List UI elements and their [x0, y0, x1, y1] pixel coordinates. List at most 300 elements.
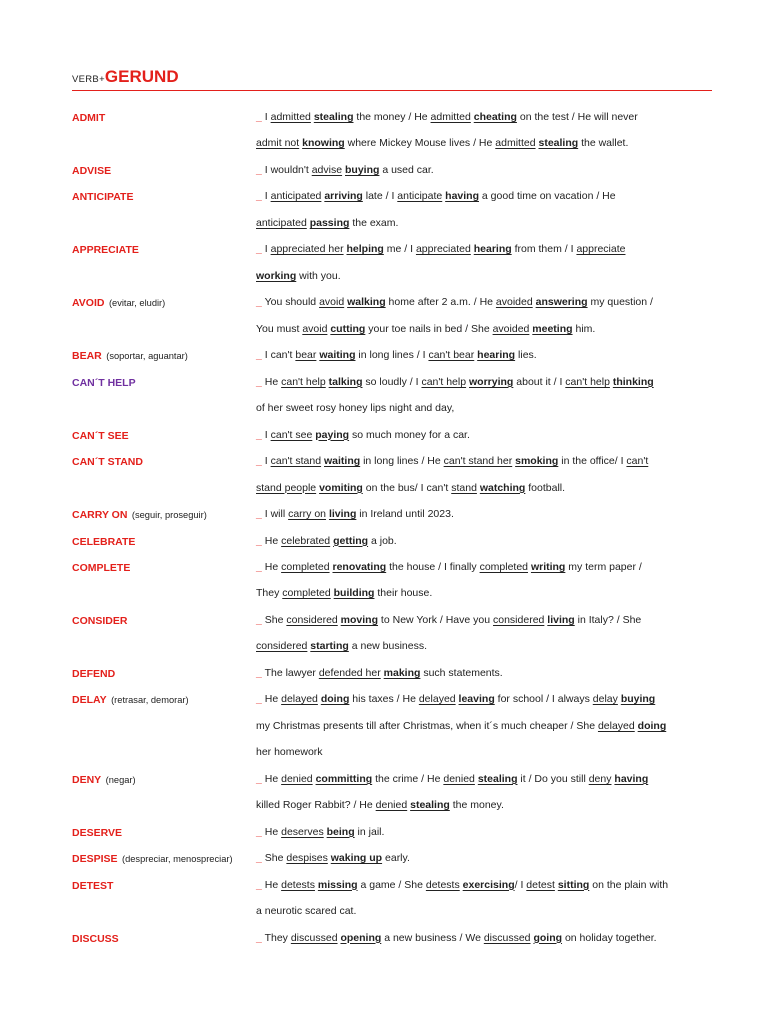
gerund: building — [333, 587, 375, 600]
gerund: stealing — [477, 772, 518, 785]
example-text: a new business. — [348, 640, 428, 653]
gerund: cutting — [330, 322, 366, 335]
gerund: stealing — [313, 111, 354, 123]
verb-heading-cell — [72, 157, 256, 183]
verb-phrase: admitted — [270, 111, 311, 123]
gerund: starting — [310, 640, 349, 653]
verb-heading-cell — [72, 289, 256, 315]
bullet-dash: _ — [256, 190, 262, 203]
verb-phrase: detests — [425, 878, 460, 891]
example-text: his taxes / He — [349, 693, 419, 706]
gerund: vomiting — [319, 481, 363, 494]
example-text: in long lines / He — [360, 455, 444, 468]
example-text: of her sweet rosy honey lips night and day, — [256, 402, 455, 415]
example-text: me / I — [383, 243, 416, 256]
verb-entry — [72, 236, 756, 289]
example-text: for school / I always — [494, 693, 593, 706]
example-text: / I — [514, 878, 527, 891]
example-block — [256, 925, 756, 951]
example-text: in jail. — [354, 825, 385, 838]
verb-phrase: stand people — [256, 481, 317, 494]
gerund: working — [256, 269, 297, 282]
verb-heading: DEFEND — [72, 667, 116, 680]
verb-entry — [72, 925, 756, 951]
example-text: the exam. — [349, 216, 399, 229]
example-block — [256, 236, 756, 289]
verb-phrase: deserves — [281, 825, 324, 838]
example-line — [256, 528, 756, 554]
verb-note: (despreciar, menospreciar) — [121, 854, 233, 865]
gerund: exercising — [462, 878, 515, 891]
verb-heading-cell — [72, 501, 256, 527]
bullet-dash: _ — [256, 163, 262, 176]
example-text: He — [261, 693, 282, 706]
verb-phrase: admitted — [430, 111, 471, 123]
gerund: paying — [315, 428, 350, 441]
example-text: They — [256, 587, 283, 600]
verb-entry — [72, 369, 756, 422]
example-text: their house. — [374, 587, 433, 600]
example-line — [256, 739, 756, 765]
gerund: opening — [340, 931, 382, 944]
example-text: a game / She — [357, 878, 426, 891]
verb-phrase: delayed — [281, 693, 318, 706]
gerund: answering — [535, 296, 588, 309]
example-block — [256, 660, 756, 686]
example-line — [256, 130, 756, 156]
example-text: early. — [382, 852, 410, 865]
gerund: having — [614, 772, 649, 785]
verb-heading-cell — [72, 422, 256, 448]
gerund: smoking — [515, 455, 559, 468]
gerund: getting — [333, 534, 369, 547]
example-text: in Italy? / She — [574, 613, 642, 626]
example-block — [256, 422, 756, 448]
verb-heading-cell — [72, 342, 256, 368]
verb-heading-cell — [72, 925, 256, 951]
gerund: making — [383, 666, 421, 679]
example-line — [256, 792, 756, 818]
example-text: in long lines / I — [355, 349, 429, 362]
verb-phrase: denied — [443, 772, 475, 785]
example-text: my term paper / — [565, 560, 642, 573]
bullet-dash: _ — [256, 455, 262, 468]
verb-heading-cell — [72, 104, 256, 130]
verb-phrase: discussed — [483, 931, 531, 944]
verb-phrase: delayed — [597, 719, 635, 732]
example-text: a neurotic scared cat. — [256, 905, 357, 918]
verb-phrase: can't bear — [428, 349, 475, 362]
bullet-dash: _ — [256, 613, 262, 626]
verb-phrase: anticipate — [397, 190, 443, 203]
example-block — [256, 528, 756, 554]
example-text: a job. — [368, 534, 397, 547]
verb-note: (seguir, proseguir) — [131, 510, 207, 521]
gerund: doing — [320, 693, 350, 706]
example-text: with you. — [296, 269, 341, 282]
example-text: He — [261, 560, 282, 573]
example-line — [256, 104, 756, 130]
bullet-dash: _ — [256, 508, 262, 521]
gerund: sitting — [557, 878, 590, 891]
verb-phrase: considered — [256, 640, 308, 653]
example-line — [256, 660, 756, 686]
bullet-dash: _ — [256, 349, 262, 362]
example-text: the house / I finally — [386, 560, 480, 573]
verb-heading: ANTICIPATE — [72, 191, 134, 204]
verb-phrase: bear — [295, 349, 317, 362]
verb-entry — [72, 342, 756, 368]
verb-phrase: can't help — [281, 375, 326, 388]
gerund: thinking — [612, 375, 654, 388]
gerund: writing — [530, 560, 566, 573]
verb-note: (soportar, aguantar) — [106, 351, 188, 362]
bullet-dash: _ — [256, 428, 262, 441]
example-text: You should — [261, 296, 320, 309]
example-line — [256, 210, 756, 236]
example-block — [256, 448, 756, 501]
gerund: buying — [620, 693, 656, 706]
verb-phrase: appreciate — [576, 243, 626, 256]
gerund: watching — [479, 481, 526, 494]
example-text: in the office/ I — [558, 455, 627, 468]
verb-phrase: avoid — [319, 296, 345, 309]
example-line — [256, 845, 756, 871]
example-text: where Mickey Mouse lives / He — [344, 137, 496, 150]
verb-phrase: despises — [286, 852, 328, 865]
example-line — [256, 501, 756, 527]
verb-heading: BEAR — [72, 350, 102, 363]
example-line — [256, 157, 756, 183]
header-prefix: VERB+ — [72, 74, 105, 85]
header-title: GERUND — [104, 67, 179, 86]
example-text: You must — [256, 322, 303, 335]
verb-heading: DENY — [72, 773, 102, 786]
bullet-dash: _ — [256, 296, 262, 309]
verb-heading: ADVISE — [72, 164, 112, 177]
gerund: worrying — [469, 375, 514, 388]
verb-phrase: defended her — [318, 666, 381, 679]
gerund: knowing — [302, 137, 345, 150]
example-line — [256, 766, 756, 792]
example-text: I wouldn't — [261, 163, 312, 176]
gerund: arriving — [324, 190, 363, 203]
verb-entry — [72, 819, 756, 845]
example-line — [256, 395, 756, 421]
gerund: waiting — [319, 349, 356, 362]
example-block — [256, 501, 756, 527]
example-text: I — [261, 190, 271, 203]
example-text: football. — [525, 481, 566, 494]
example-line — [256, 422, 756, 448]
example-text: I — [261, 243, 271, 256]
verb-heading: APPRECIATE — [72, 244, 139, 257]
gerund: living — [547, 613, 575, 626]
verb-heading-cell — [72, 528, 256, 554]
gerund: having — [445, 190, 479, 203]
example-text: late / I — [362, 190, 398, 203]
verb-phrase: completed — [479, 560, 529, 573]
gerund: helping — [346, 243, 384, 256]
example-text: on the bus/ I can't — [362, 481, 452, 494]
gerund: talking — [328, 375, 363, 388]
example-line — [256, 819, 756, 845]
example-line — [256, 925, 756, 951]
example-line — [256, 713, 756, 739]
verb-heading-cell — [72, 686, 256, 712]
example-line — [256, 183, 756, 209]
example-text: so loudly / I — [362, 375, 422, 388]
example-line — [256, 633, 756, 659]
example-line — [256, 342, 756, 368]
gerund: waking up — [330, 852, 383, 865]
verb-heading: DESERVE — [72, 826, 122, 839]
verb-heading: COMPLETE — [72, 561, 131, 574]
gerund: doing — [637, 719, 667, 732]
verb-phrase: avoided — [495, 296, 533, 309]
bullet-dash: _ — [256, 825, 262, 838]
example-block — [256, 554, 756, 607]
example-block — [256, 342, 756, 368]
verb-note: (evitar, eludir) — [108, 298, 166, 309]
verb-phrase: can't help — [421, 375, 467, 388]
bullet-dash: _ — [256, 111, 262, 123]
verb-note: (negar) — [105, 774, 136, 785]
verb-heading: AVOID — [72, 297, 105, 310]
header-rule — [72, 90, 712, 91]
verb-phrase: anticipated — [270, 190, 322, 203]
gerund: waiting — [324, 455, 361, 468]
verb-phrase: delay — [592, 693, 618, 706]
verb-phrase: anticipated — [256, 216, 307, 229]
example-text: He — [261, 375, 282, 388]
example-text: my question / — [587, 296, 653, 309]
verb-heading-cell — [72, 236, 256, 262]
example-line — [256, 448, 756, 474]
example-line — [256, 554, 756, 580]
verb-phrase: deny — [588, 772, 612, 785]
gerund: hearing — [477, 349, 516, 362]
verb-phrase: appreciated her — [270, 243, 344, 256]
verb-heading: DISCUSS — [72, 932, 119, 945]
verb-phrase: avoid — [302, 322, 328, 335]
example-line — [256, 898, 756, 924]
bullet-dash: _ — [256, 666, 262, 679]
verb-phrase: celebrated — [281, 534, 331, 547]
verb-heading: DESPISE — [72, 853, 118, 866]
example-text: I — [261, 111, 271, 123]
gerund: committing — [315, 772, 373, 785]
example-line — [256, 872, 756, 898]
example-text: it / Do you still — [517, 772, 589, 785]
example-text: in Ireland until 2023. — [356, 508, 454, 521]
verb-heading-cell — [72, 448, 256, 474]
verb-heading-cell — [72, 872, 256, 898]
bullet-dash: _ — [256, 852, 262, 865]
example-text: She — [261, 613, 287, 626]
example-text: on the test / He will never — [516, 111, 638, 123]
example-text: the money / He — [353, 111, 431, 123]
verb-entry — [72, 183, 756, 236]
verb-phrase: detests — [281, 878, 315, 891]
bullet-dash: _ — [256, 534, 262, 547]
gerund: moving — [340, 613, 379, 626]
verb-phrase: considered — [286, 613, 338, 626]
bullet-dash: _ — [256, 243, 262, 256]
example-block — [256, 289, 756, 342]
verb-phrase: can't see — [270, 428, 313, 441]
verb-phrase: detest — [526, 878, 555, 891]
example-block — [256, 819, 756, 845]
example-block — [256, 872, 756, 925]
verb-heading: CAN´T HELP — [72, 376, 136, 389]
example-text: on holiday together. — [562, 931, 657, 944]
example-line — [256, 316, 756, 342]
verb-phrase: advise — [311, 163, 343, 176]
verb-heading: DELAY — [72, 694, 107, 707]
example-line — [256, 686, 756, 712]
example-block — [256, 845, 756, 871]
verb-phrase: admitted — [495, 137, 536, 150]
verb-phrase: can't — [626, 455, 649, 468]
verb-heading-cell — [72, 369, 256, 395]
example-text: He — [261, 772, 282, 785]
example-text: the wallet. — [578, 137, 629, 150]
example-text: I can't — [261, 349, 296, 362]
example-text: I will — [261, 508, 289, 521]
verb-heading: ADMIT — [72, 112, 106, 124]
verb-note: (retrasar, demorar) — [111, 695, 189, 706]
example-text: He — [261, 534, 282, 547]
example-line — [256, 475, 756, 501]
example-block — [256, 183, 756, 236]
verb-phrase: admit not — [256, 137, 300, 150]
example-text: home after 2 a.m. / He — [385, 296, 496, 309]
example-text: from them / I — [511, 243, 577, 256]
gerund: buying — [345, 163, 380, 176]
verb-heading-cell — [72, 183, 256, 209]
verb-entry — [72, 104, 756, 157]
example-line — [256, 607, 756, 633]
gerund: walking — [347, 296, 386, 309]
verb-phrase: considered — [493, 613, 545, 626]
verb-phrase: avoided — [492, 322, 530, 335]
verb-phrase: delayed — [418, 693, 456, 706]
example-text: him. — [572, 322, 596, 335]
example-text: a new business / We — [381, 931, 484, 944]
gerund: cheating — [473, 111, 517, 123]
bullet-dash: _ — [256, 772, 262, 785]
example-text: They — [261, 931, 291, 944]
example-block — [256, 686, 756, 765]
verb-entry — [72, 157, 756, 183]
example-block — [256, 607, 756, 660]
verb-heading-cell — [72, 845, 256, 871]
example-block — [256, 766, 756, 819]
verb-heading: CAN´T SEE — [72, 429, 129, 442]
example-text: your toe nails in bed / She — [365, 322, 493, 335]
verb-heading-cell — [72, 660, 256, 686]
verb-entry — [72, 686, 756, 765]
verb-heading: DETEST — [72, 879, 114, 892]
gerund: hearing — [473, 243, 512, 256]
example-text: He — [261, 878, 282, 891]
gerund: meeting — [532, 322, 573, 335]
page-header — [72, 67, 179, 89]
example-line — [256, 580, 756, 606]
verb-phrase: carry on — [288, 508, 327, 521]
example-text: lies. — [515, 349, 537, 362]
example-text: I — [261, 455, 271, 468]
verb-phrase: can't stand — [270, 455, 322, 468]
gerund: leaving — [458, 693, 495, 706]
bullet-dash: _ — [256, 878, 262, 891]
bullet-dash: _ — [256, 693, 262, 706]
gerund: stealing — [538, 137, 579, 150]
verb-phrase: appreciated — [415, 243, 471, 256]
example-text: so much money for a car. — [349, 428, 470, 441]
example-text: on the plain with — [589, 878, 669, 891]
verb-entry — [72, 660, 756, 686]
example-text: the money. — [449, 799, 504, 812]
bullet-dash: _ — [256, 375, 262, 388]
example-text: a good time on vacation / He — [479, 190, 616, 203]
verb-entry — [72, 607, 756, 660]
example-line — [256, 263, 756, 289]
verb-heading: CAN´T STAND — [72, 456, 143, 469]
verb-entry — [72, 872, 756, 925]
verb-entry — [72, 289, 756, 342]
gerund: passing — [309, 216, 350, 229]
verb-phrase: discussed — [290, 931, 338, 944]
example-text: the crime / He — [372, 772, 444, 785]
verb-heading-cell — [72, 819, 256, 845]
example-text: to New York / Have you — [378, 613, 493, 626]
verb-phrase: denied — [375, 799, 408, 812]
verb-heading: CONSIDER — [72, 614, 128, 627]
verb-entry — [72, 422, 756, 448]
example-text: such statements. — [420, 666, 503, 679]
verb-heading: CARRY ON — [72, 509, 128, 522]
gerund: missing — [317, 878, 358, 891]
verb-entry — [72, 766, 756, 819]
gerund: being — [326, 825, 355, 838]
example-text: my Christmas presents till after Christmas, when it´s much cheaper / She — [256, 719, 598, 732]
verb-entry — [72, 554, 756, 607]
verb-heading-cell — [72, 607, 256, 633]
example-text: She — [261, 852, 287, 865]
example-line — [256, 369, 756, 395]
example-block — [256, 157, 756, 183]
example-text: He — [261, 825, 282, 838]
verb-entry — [72, 501, 756, 527]
verb-heading-cell — [72, 554, 256, 580]
verb-phrase: completed — [281, 560, 330, 573]
gerund: living — [328, 508, 357, 521]
example-block — [256, 104, 756, 157]
verb-phrase: denied — [281, 772, 313, 785]
example-text: killed Roger Rabbit? / He — [256, 799, 376, 812]
gerund: renovating — [332, 560, 387, 573]
verb-phrase: completed — [282, 587, 331, 600]
verb-phrase: stand — [451, 481, 477, 494]
verb-entry — [72, 528, 756, 554]
verb-heading: CELEBRATE — [72, 535, 136, 548]
example-line — [256, 289, 756, 315]
example-text: The lawyer — [261, 666, 319, 679]
verb-list — [72, 104, 756, 951]
verb-heading-cell — [72, 766, 256, 792]
